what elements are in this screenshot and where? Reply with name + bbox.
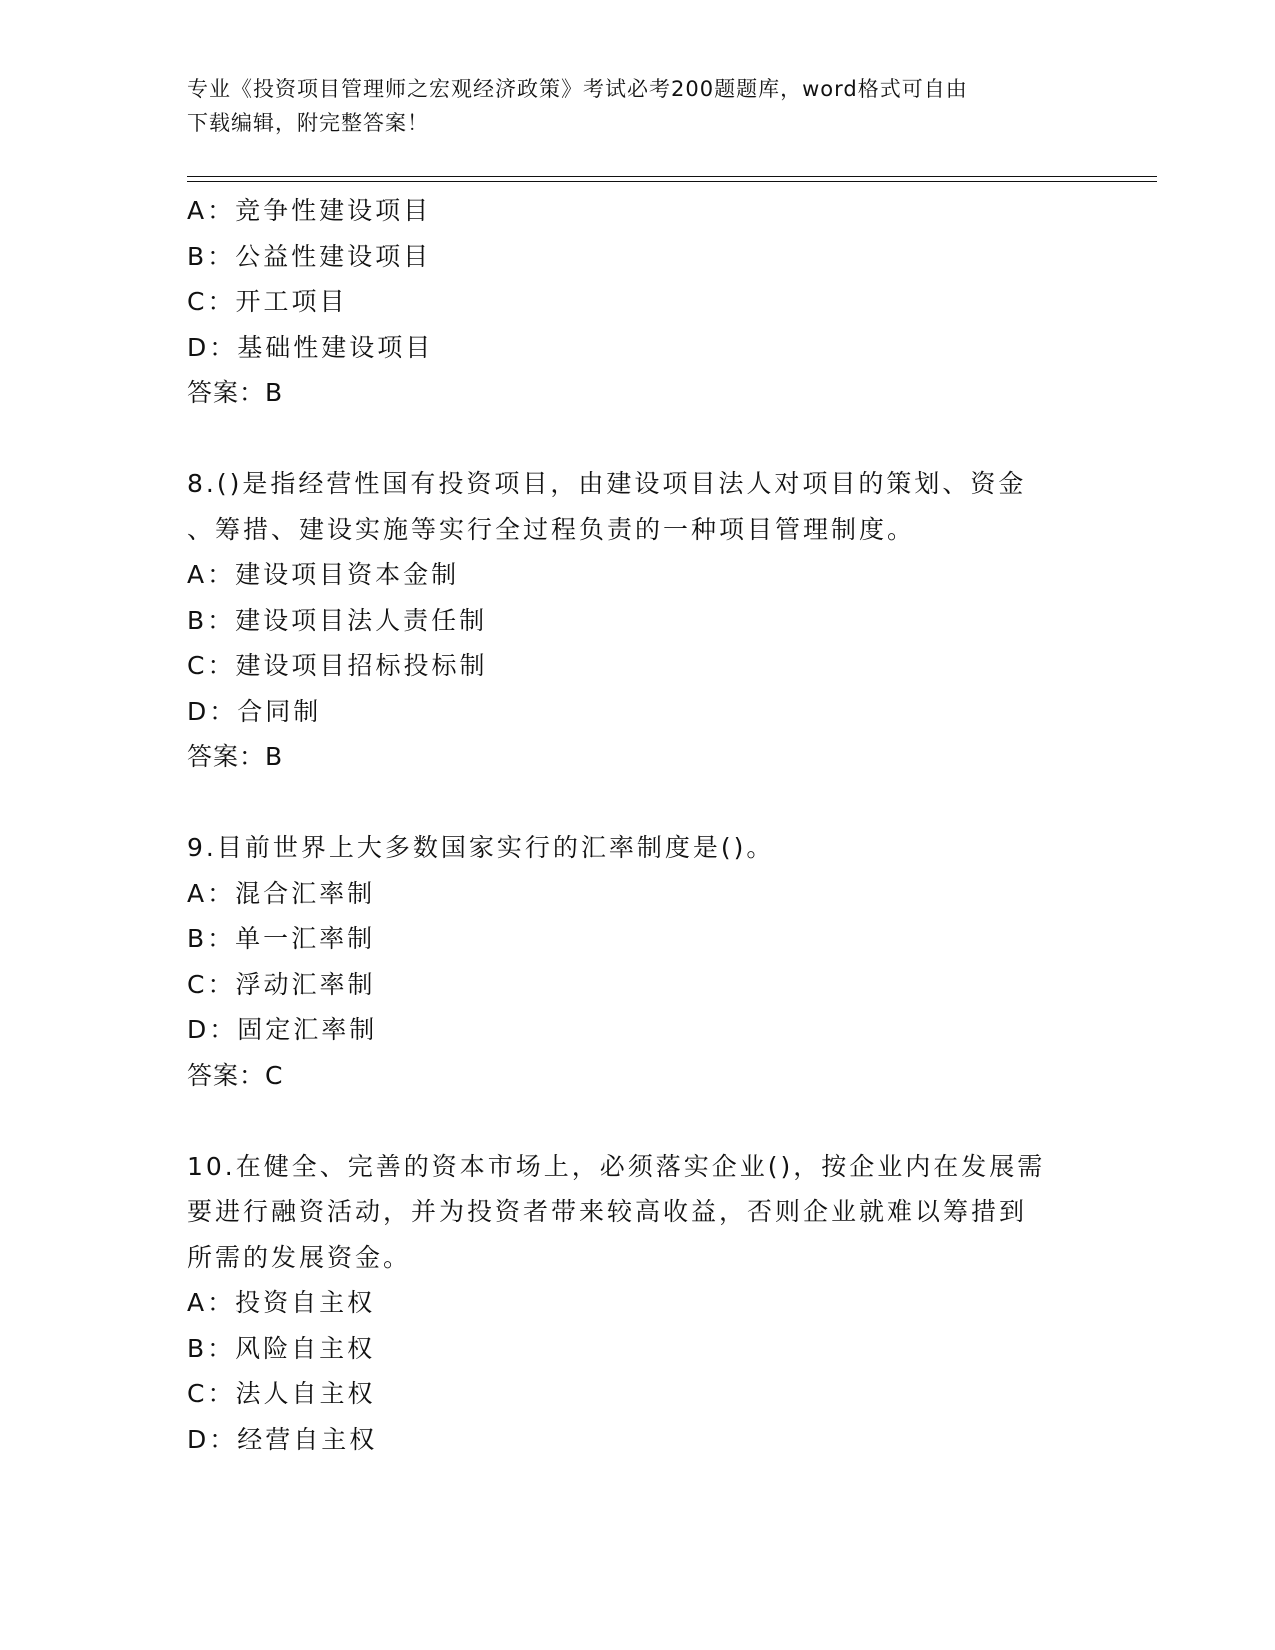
- answer: 答案：C: [187, 1060, 284, 1090]
- option-d: D：合同制: [187, 696, 322, 726]
- option-b: B：单一汇率制: [187, 924, 376, 953]
- option-c: C：浮动汇率制: [187, 969, 376, 999]
- option-a: A：混合汇率制: [187, 878, 376, 908]
- option-d: D：基础性建设项目: [187, 332, 434, 362]
- header-line-1: 专业《投资项目管理师之宏观经济政策》考试必考200题题库，word格式可自由: [187, 77, 968, 101]
- option-a: A：投资自主权: [187, 1288, 376, 1317]
- spacer: [187, 1098, 1087, 1144]
- question-line: 9.目前世界上大多数国家实行的汇率制度是()。: [187, 833, 775, 862]
- option-b: B：建设项目法人责任制: [187, 605, 488, 635]
- document-header: [187, 72, 1067, 140]
- option-c: C：开工项目: [187, 287, 348, 316]
- question-10: [187, 1144, 1087, 1463]
- spacer: [187, 780, 1087, 826]
- question-line: 要进行融资活动，并为投资者带来较高收益，否则企业就难以筹措到: [187, 1197, 1028, 1226]
- answer: 答案：B: [187, 378, 284, 407]
- question-7-continued: [187, 188, 1087, 416]
- question-line: 10.在健全、完善的资本市场上，必须落实企业()，按企业内在发展需: [187, 1151, 1046, 1181]
- spacer: [187, 416, 1087, 462]
- option-a: A：建设项目资本金制: [187, 560, 460, 589]
- question-text: [187, 461, 1087, 552]
- question-text: [187, 1144, 1087, 1281]
- question-line: 所需的发展资金。: [187, 1242, 412, 1272]
- option-c: C：法人自主权: [187, 1379, 376, 1408]
- question-9: [187, 825, 1087, 1098]
- header-rule-bottom: [187, 181, 1157, 182]
- option-b: B：风险自主权: [187, 1333, 376, 1363]
- option-b: B：公益性建设项目: [187, 241, 432, 271]
- header-line-2: 下载编辑，附完整答案！: [187, 111, 429, 135]
- option-a: A：竞争性建设项目: [187, 196, 432, 225]
- option-d: D：经营自主权: [187, 1424, 378, 1454]
- question-8: [187, 461, 1087, 780]
- option-d: D：固定汇率制: [187, 1015, 378, 1044]
- question-text: [187, 825, 1087, 871]
- question-line: 、筹措、建设实施等实行全过程负责的一种项目管理制度。: [187, 514, 916, 544]
- question-content: [187, 188, 1087, 1462]
- question-line: 8.()是指经营性国有投资项目，由建设项目法人对项目的策划、资金: [187, 469, 1027, 498]
- answer: 答案：B: [187, 742, 284, 771]
- header-rule-top: [187, 176, 1157, 177]
- option-c: C：建设项目招标投标制: [187, 651, 488, 680]
